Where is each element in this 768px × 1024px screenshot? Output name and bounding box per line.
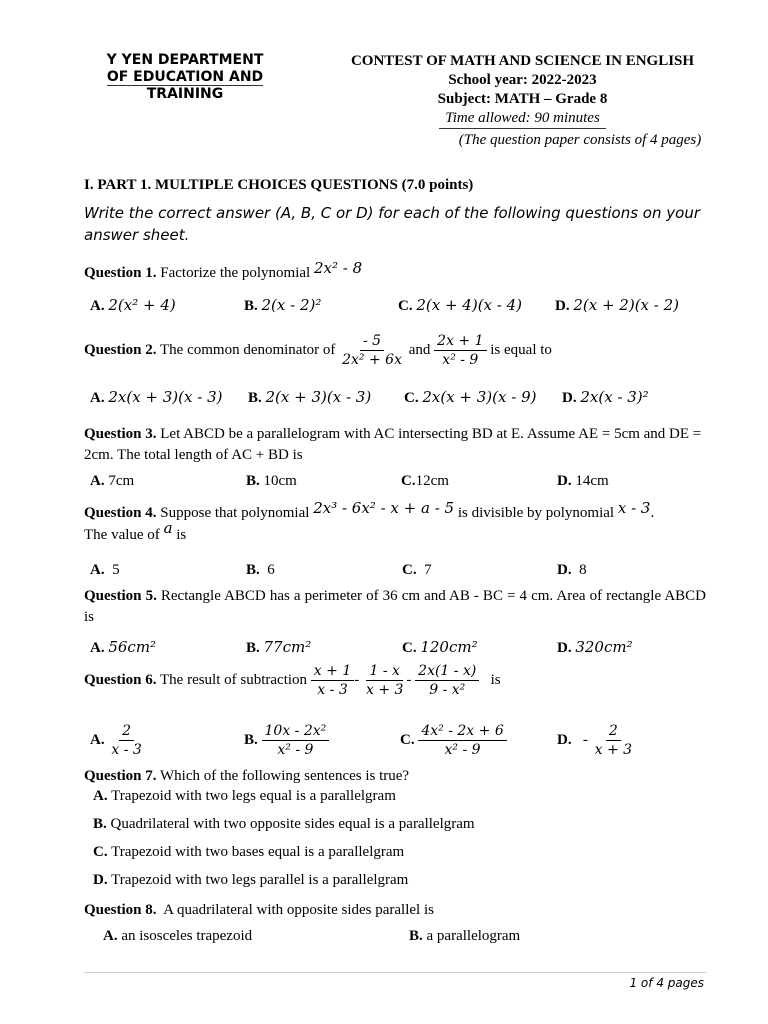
term-2: $\frac{1 - x}{x + 3}$ bbox=[365, 663, 404, 698]
question-1 bbox=[84, 259, 363, 284]
question-6: Question 6. The result of subtraction $\frac{x + 1}{x - 3}$ - $\frac{1 - x}{x + 3}$ - $\frac{2x(1 - x)}{\text{9 - x²}}$ is bbox=[84, 663, 501, 698]
question-expr: 2x³ - 6x² - x + a - 5 bbox=[313, 499, 455, 517]
question-text: The result of subtraction bbox=[160, 671, 308, 688]
question-text2: The value of bbox=[84, 527, 160, 543]
q1-option-a[interactable]: A. 2(x² + 4) bbox=[90, 296, 176, 314]
question-text: The common denominator of bbox=[160, 341, 336, 358]
q4-option-a[interactable]: A. 5 bbox=[90, 562, 120, 578]
q7-option-c[interactable]: C. Trapezoid with two bases equal is a parallelgram bbox=[93, 844, 405, 860]
page-count-note: (The question paper consists of 4 pages) bbox=[458, 132, 702, 148]
question-text: Let ABCD be a parallelogram with AC intersecting BD at E. Assume AE = 5cm and DE = 2cm. The total length of AC + BD is bbox=[84, 426, 702, 463]
instruction: Write the correct answer (A, B, C or D) for each of the following questions on your answer sheet. bbox=[84, 204, 700, 244]
contest-title: CONTEST OF MATH AND SCIENCE IN ENGLISH bbox=[350, 53, 695, 69]
contest-header bbox=[320, 52, 725, 129]
q7-option-a[interactable]: A. Trapezoid with two legs equal is a parallelgram bbox=[93, 788, 396, 804]
question-text: Factorize the polynomial bbox=[160, 265, 311, 281]
school-year: School year: 2022-2023 bbox=[448, 72, 597, 88]
question-8 bbox=[84, 900, 434, 921]
question-tail: is bbox=[490, 671, 501, 688]
question-label: Question 3. bbox=[84, 426, 157, 442]
question-4: Question 4. Suppose that polynomial 2x³ - 6x² - x + a - 5 is divisible by polynomial x - 3. The value of a is bbox=[84, 499, 655, 543]
question-label: Question 4. bbox=[84, 505, 157, 521]
question-label: Question 1. bbox=[84, 265, 157, 281]
q4-option-d[interactable]: D. 8 bbox=[557, 562, 587, 578]
question-3 bbox=[84, 424, 706, 466]
q3-option-d[interactable]: D. 14cm bbox=[557, 473, 609, 489]
question-expr2: x - 3 bbox=[617, 499, 651, 517]
q6-option-a[interactable]: A. $\frac{2}{x - 3}$ bbox=[90, 723, 142, 758]
department-line1: Y YEN DEPARTMENT bbox=[106, 52, 264, 68]
fraction-1: $\frac{- 5}{\text{2x² + 6x}}$ bbox=[342, 333, 402, 368]
question-label: Question 7. bbox=[84, 768, 157, 784]
page-number: 1 of 4 pages bbox=[629, 976, 704, 990]
q6-option-c[interactable]: C. $\frac{\text{4x² - 2x + 6}}{\text{x² - 9}}$ bbox=[400, 722, 507, 759]
q7-option-d[interactable]: D. Trapezoid with two legs parallel is a parallelgram bbox=[93, 872, 409, 888]
question-mid: is divisible by polynomial bbox=[457, 505, 615, 521]
question-label: Question 8. bbox=[84, 902, 157, 918]
q4-option-c[interactable]: C. 7 bbox=[402, 562, 432, 578]
q1-option-d[interactable]: D. 2(x + 2)(x - 2) bbox=[555, 296, 680, 314]
department-line2: OF EDUCATION AND bbox=[106, 69, 264, 85]
question-text: Rectangle ABCD has a perimeter of 36 cm and AB - BC = 4 cm. Area of rectangle ABCD is bbox=[84, 588, 706, 625]
term-1: $\frac{x + 1}{x - 3}$ bbox=[311, 662, 354, 699]
q3-option-c[interactable]: C.12cm bbox=[401, 473, 449, 489]
subject: Subject: MATH – Grade 8 bbox=[437, 91, 608, 107]
q8-option-b[interactable]: B. a parallelogram bbox=[409, 928, 521, 944]
q6-option-b[interactable]: B. $\frac{\text{10x - 2x²}}{\text{x² - 9}}$ bbox=[244, 722, 329, 759]
time-allowed: Time allowed: 90 minutes bbox=[439, 109, 606, 129]
q5-option-b[interactable]: B. 77cm² bbox=[246, 638, 312, 656]
question-5 bbox=[84, 586, 706, 628]
question-label: Question 6. bbox=[84, 671, 157, 688]
term-3: $\frac{2x(1 - x)}{\text{9 - x²}}$ bbox=[415, 662, 479, 699]
q4-option-b[interactable]: B. 6 bbox=[246, 562, 275, 578]
question-and: and bbox=[408, 341, 431, 358]
question-expr: 2x² - 8 bbox=[313, 259, 363, 277]
q6-option-d[interactable]: D. - $\frac{2}{x + 3}$ bbox=[557, 723, 633, 758]
q2-option-b[interactable]: B. 2(x + 3)(x - 3) bbox=[248, 388, 372, 406]
fraction-2: $\frac{2x + 1}{\text{x² - 9}}$ bbox=[434, 332, 486, 369]
q7-option-b[interactable]: B. Quadrilateral with two opposite sides equal is a parallelgram bbox=[93, 816, 475, 832]
q3-option-a[interactable]: A. 7cm bbox=[90, 473, 135, 489]
question-tail: is equal to bbox=[490, 341, 552, 358]
question-text: A quadrilateral with opposite sides parallel is bbox=[163, 902, 434, 918]
q5-option-a[interactable]: A. 56cm² bbox=[90, 638, 157, 656]
q5-option-c[interactable]: C. 120cm² bbox=[402, 638, 478, 656]
question-var: a bbox=[163, 519, 173, 537]
question-label: Question 5. bbox=[84, 588, 157, 604]
q2-option-d[interactable]: D. 2x(x - 3)² bbox=[562, 388, 649, 406]
part-title: I. PART 1. MULTIPLE CHOICES QUESTIONS (7.0 points) bbox=[84, 177, 474, 193]
department-line3: TRAINING bbox=[146, 86, 224, 102]
footer-divider bbox=[84, 972, 706, 973]
q5-option-d[interactable]: D. 320cm² bbox=[557, 638, 633, 656]
question-label: Question 2. bbox=[84, 341, 157, 358]
question-tail: is bbox=[176, 527, 187, 543]
question-text: Which of the following sentences is true? bbox=[160, 768, 410, 784]
q8-option-a[interactable]: A. an isosceles trapezoid bbox=[103, 928, 253, 944]
question-text: Suppose that polynomial bbox=[160, 505, 310, 521]
q2-option-c[interactable]: C. 2x(x + 3)(x - 9) bbox=[404, 388, 537, 406]
q1-option-b[interactable]: B. 2(x - 2)² bbox=[244, 296, 322, 314]
department-header bbox=[92, 52, 278, 103]
q1-option-c[interactable]: C. 2(x + 4)(x - 4) bbox=[398, 296, 523, 314]
question-2 bbox=[84, 332, 552, 369]
q2-option-a[interactable]: A. 2x(x + 3)(x - 3) bbox=[90, 388, 223, 406]
q3-option-b[interactable]: B. 10cm bbox=[246, 473, 297, 489]
question-7 bbox=[84, 766, 409, 787]
